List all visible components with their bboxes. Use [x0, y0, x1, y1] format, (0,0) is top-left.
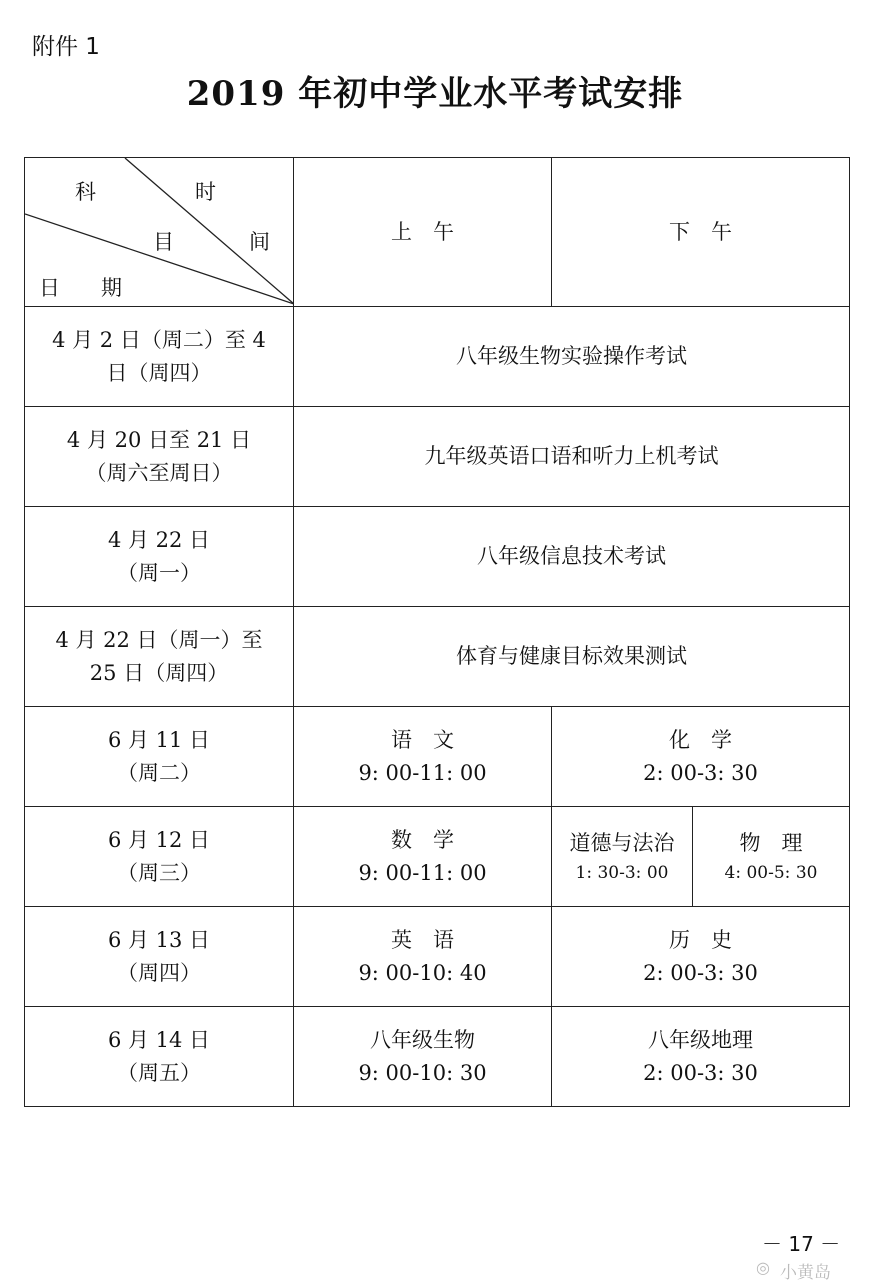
table-row: [25, 707, 850, 807]
morning-exam-cell: 英 语 9: 00-10: 40: [294, 907, 552, 1007]
header-mu: 目: [153, 230, 174, 254]
table-header-row: [25, 158, 850, 307]
table-row: [25, 407, 850, 507]
exam-cell: 八年级信息技术考试: [294, 507, 850, 607]
diagonal-header-cell: [25, 158, 294, 307]
watermark-icon: ◎: [756, 1258, 770, 1277]
afternoon-exam-cell-1: 道德与法治 1: 30-3: 00: [552, 807, 693, 907]
date-cell: 4 月 2 日（周二）至 4 日（周四）: [25, 307, 294, 407]
afternoon-exam-cell-2: 物 理 4: 00-5: 30: [693, 807, 850, 907]
header-shi: 时: [195, 180, 216, 204]
exam-cell: 九年级英语口语和听力上机考试: [294, 407, 850, 507]
exam-schedule-table: [24, 157, 850, 1107]
table-row: [25, 507, 850, 607]
exam-cell: 体育与健康目标效果测试: [294, 607, 850, 707]
header-ke: 科: [75, 180, 96, 204]
date-cell: 6 月 12 日 （周三）: [25, 807, 294, 907]
date-cell: 4 月 20 日至 21 日 （周六至周日）: [25, 407, 294, 507]
table-row: [25, 907, 850, 1007]
page-number: － 17 －: [762, 1232, 841, 1256]
header-qi: 期: [101, 276, 122, 300]
morning-exam-cell: 数 学 9: 00-11: 00: [294, 807, 552, 907]
date-cell: 6 月 14 日 （周五）: [25, 1007, 294, 1107]
morning-exam-cell: 八年级生物 9: 00-10: 30: [294, 1007, 552, 1107]
date-cell: 4 月 22 日 （周一）: [25, 507, 294, 607]
afternoon-exam-cell: 化 学 2: 00-3: 30: [552, 707, 850, 807]
header-morning: 上 午: [294, 158, 552, 307]
afternoon-exam-cell: 八年级地理 2: 00-3: 30: [552, 1007, 850, 1107]
header-afternoon: 下 午: [552, 158, 850, 307]
date-cell: 6 月 13 日 （周四）: [25, 907, 294, 1007]
attachment-label: 附件 1: [32, 34, 100, 60]
header-jian: 间: [249, 230, 270, 254]
table-row: [25, 807, 850, 907]
watermark-text: 小黄岛: [780, 1263, 831, 1283]
page-title: 2019 年初中学业水平考试安排: [186, 74, 684, 114]
afternoon-exam-cell: 历 史 2: 00-3: 30: [552, 907, 850, 1007]
morning-exam-cell: 语 文 9: 00-11: 00: [294, 707, 552, 807]
date-cell: 6 月 11 日 （周二）: [25, 707, 294, 807]
exam-cell: 八年级生物实验操作考试: [294, 307, 850, 407]
table-row: [25, 607, 850, 707]
header-ri: 日: [39, 276, 60, 300]
table-row: [25, 307, 850, 407]
table-row: [25, 1007, 850, 1107]
date-cell: 4 月 22 日（周一）至 25 日（周四）: [25, 607, 294, 707]
